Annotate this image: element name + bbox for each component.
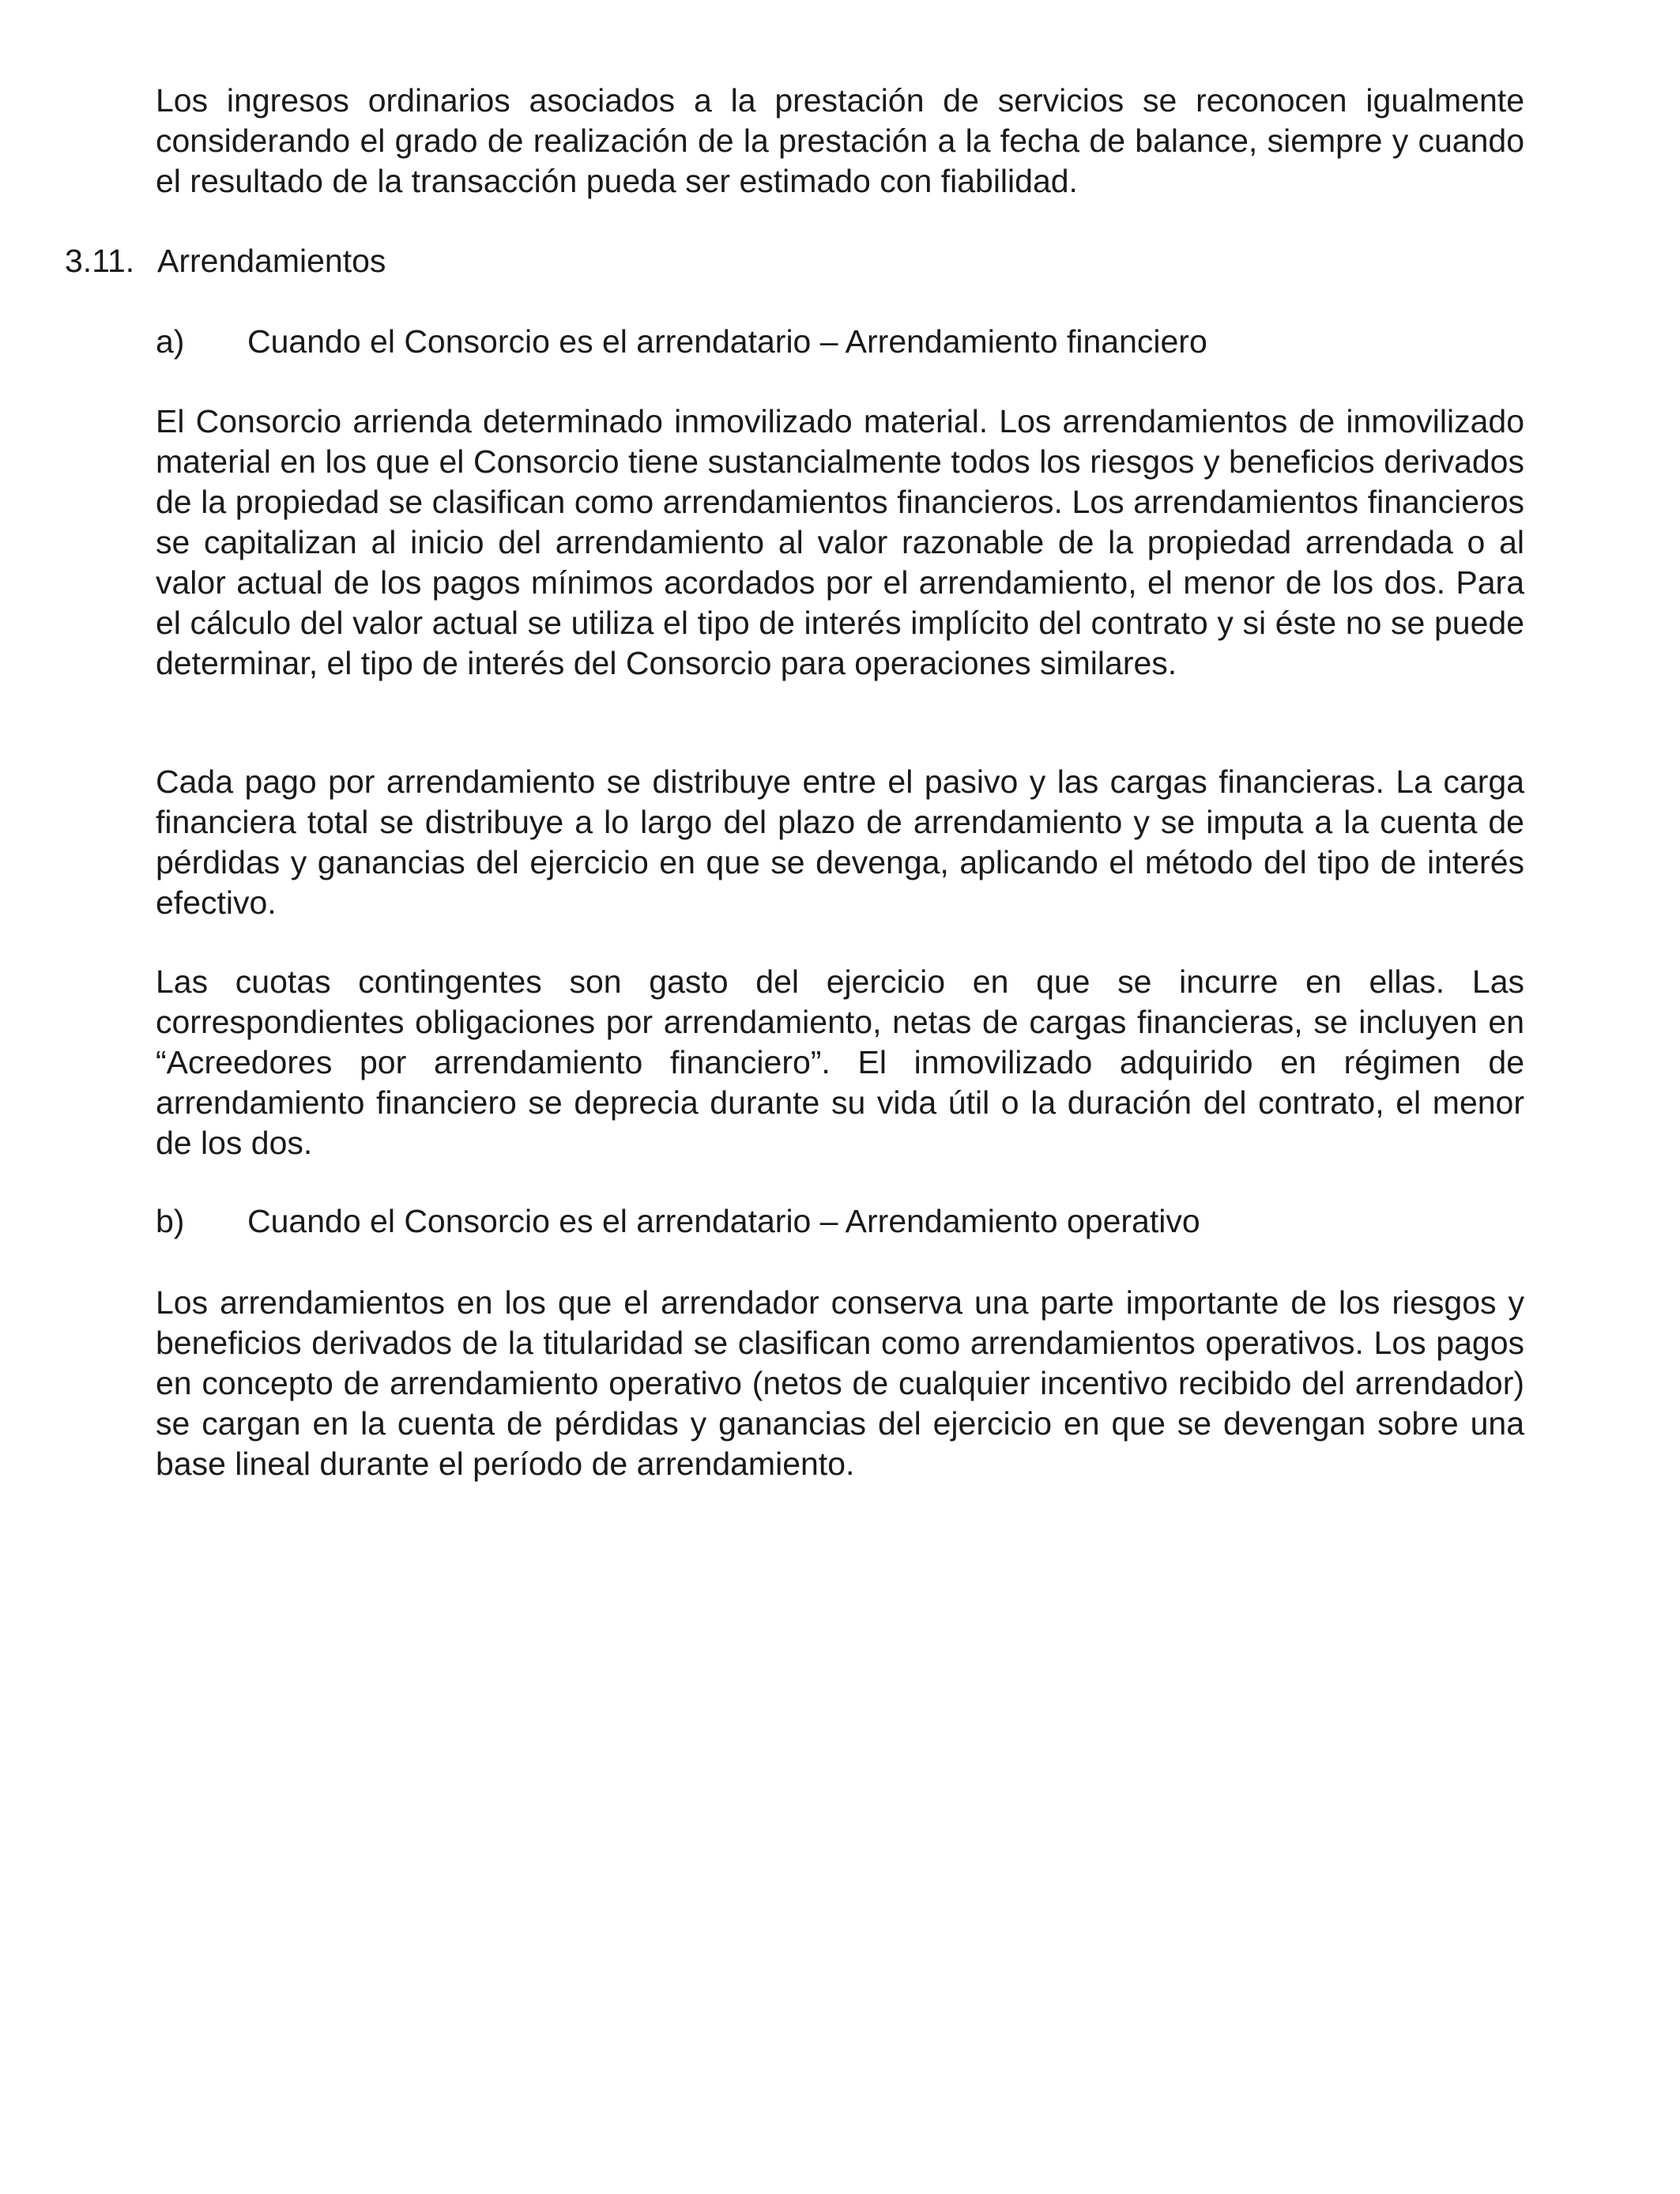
subsection-a-paragraph-3: Las cuotas contingentes son gasto del ejercicio en que se incurre en ellas. Las correspondientes obligaciones por arrendamiento, netas de cargas financieras, se incluyen en “Acreedores por arrendamiento financiero”. El inmovilizado adquirido en régimen de arrendamiento financiero se deprecia durante su vida útil o la duración del contrato, el menor de los dos. (156, 963, 1524, 1161)
subsection-b-letter: b) (156, 1203, 185, 1239)
section-title: Arrendamientos (157, 243, 386, 279)
subsection-a-paragraph-1: El Consorcio arrienda determinado inmovilizado material. Los arrendamientos de inmovilizado material en los que el Consorcio tiene sustancialmente todos los riesgos y beneficios derivados de la propiedad se clasifican como arrendamientos financieros. Los arrendamientos financieros se capitalizan al inicio del arrendamiento al valor razonable de la propiedad arrendada o al valor actual de los pagos mínimos acordados por el arrendamiento, el menor de los dos. Para el cálculo del valor actual se utiliza el tipo de interés implícito del contrato y si éste no se puede determinar, el tipo de interés del Consorcio para operaciones similares. (156, 403, 1524, 681)
intro-paragraph: Los ingresos ordinarios asociados a la prestación de servicios se reconocen igualmente considerando el grado de realización de la prestación a la fecha de balance, siempre y cuando el resultado de la transacción pueda ser estimado con fiabilidad. (156, 82, 1524, 199)
subsection-a-letter: a) (156, 323, 185, 360)
subsection-a-paragraph-2: Cada pago por arrendamiento se distribuye entre el pasivo y las cargas financieras. La carga financiera total se distribuye a lo largo del plazo de arrendamiento y se imputa a la cuenta de pérdidas y ganancias del ejercicio en que se devenga, aplicando el método del tipo de interés efectivo. (156, 763, 1524, 921)
subsection-b-title: Cuando el Consorcio es el arrendatario – Arrendamiento operativo (247, 1203, 1200, 1239)
subsection-b-paragraph-1: Los arrendamientos en los que el arrendador conserva una parte importante de los riesgos y beneficios derivados de la titularidad se clasifican como arrendamientos operativos. Los pagos en concepto de arrendamiento operativo (netos de cualquier incentivo recibido del arrendador) se cargan en la cuenta de pérdidas y ganancias del ejercicio en que se devengan sobre una base lineal durante el período de arrendamiento. (156, 1284, 1524, 1482)
subsection-a-title: Cuando el Consorcio es el arrendatario – Arrendamiento financiero (247, 323, 1207, 360)
section-number: 3.11. (65, 243, 135, 279)
